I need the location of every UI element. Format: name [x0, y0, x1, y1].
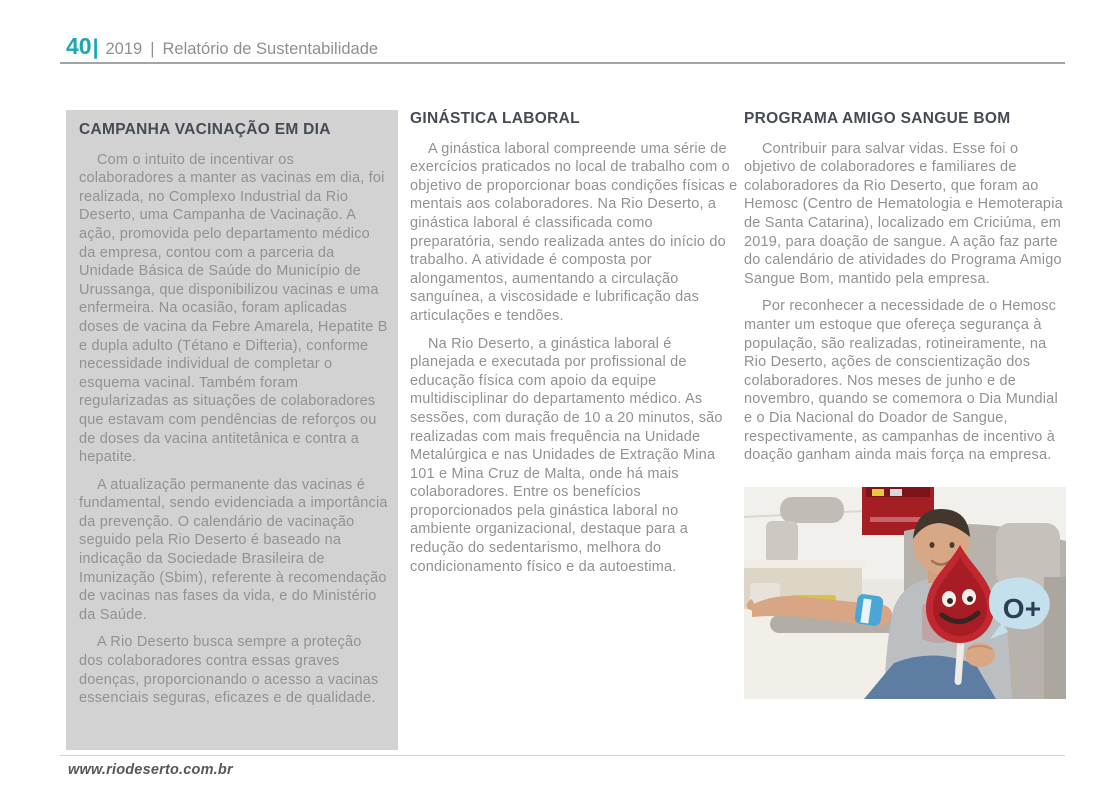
header-rule [60, 62, 1065, 64]
donor-hand-shape [965, 643, 995, 667]
paragraph: A Rio Deserto busca sempre a proteção dos colaboradores contra essas graves doenças, proporcionando o acesso a vacinas essenciais seguras, eficazes e de qualidade. [79, 634, 379, 707]
paragraph: Com o intuito de incentivar os colaboradores a manter as vacinas em dia, foi realizada, no Complexo Industrial da Rio Deserto, uma Campanha de Vacinação. A ação, promovida pelo departamento médico da empresa, contou com a parceria da Unidade Básica de Saúde do Município de Urussanga, que disponibilizou vacinas e uma enfermeira. Na ocasião, foram aplicadas doses de vacina da Febre Amarela, Hepatite B e dupla adulto (Tétano e Difteria), conforme necessidade individual de completar o esquema vacinal. Também foram regularizadas as situações de colaboradores que estavam com pendências de reforços ou de doses da vacina antitetânica e contra a hepatite. [79, 151, 388, 466]
paragraph: Contribuir para salvar vidas. Esse foi o objetivo de colaboradores e familiares de colaboradores da Rio Deserto, que foram ao Hemosc (Centro de Hematologia e Hemoterapia de Santa Catarina), localizado em Criciúma, em 2019, para doação de sangue. A ação faz parte do calendário de atividades do Programa Amigo Sangue Bom, mantido pela empresa. [744, 140, 1063, 287]
page-number: 40 [66, 33, 92, 59]
article-title-vacinacao: CAMPANHA VACINAÇÃO EM DIA [79, 121, 331, 138]
footer-website: www.riodeserto.com.br [68, 762, 233, 778]
report-title: Relatório de Sustentabilidade [162, 40, 379, 58]
header-accent-bar: | [92, 36, 99, 59]
paragraph: A ginástica laboral compreende uma série de exercícios praticados no local de trabalho com o objetivo de proporcionar boas condições físicas e mentais aos colaboradores. Na Rio Deserto, a ginástica laboral é classificada como preparatória, sendo realizada antes do início do trabalho. A atividade é composta por alongamentos, aumentando a circulação sanguínea, a viscosidade e lubrificação das articulações e tendões. [410, 140, 738, 324]
footer-rule [60, 755, 1065, 756]
paragraph: Na Rio Deserto, a ginástica laboral é planejada e executada por profissional de educação física com apoio da equipe multidisciplinar do departamento médico. As sessões, com duração de 10 a 20 minutos, são realizadas com mais frequência na Unidade Metalúrgica e nas Unidades de Extração Mina 101 e Mina Cruz de Malta, onde há mais colaboradores. Entre os benefícios proporcionados pela ginástica laboral no ambiente organizacional, destaque para a redução do sedentarismo, melhora do condicionamento físico e da autoestima. [410, 335, 723, 575]
paragraph: Por reconhecer a necessidade de o Hemosc manter um estoque que ofereça segurança à população, são realizadas, rotineiramente, na Rio Deserto, ações de conscientização dos colaboradores. Nos meses de junho e de novembro, quando se comemora o Dia Mundial e o Dia Nacional do Doador de Sangue, respectivamente, as campanhas de incentivo à doação ganham ainda mais força na empresa. [744, 298, 1058, 464]
article-title-ginastica: GINÁSTICA LABORAL [410, 110, 580, 127]
photo-blood-donation [744, 487, 1066, 699]
page-header [66, 33, 378, 60]
article-amigo-sangue-bom [744, 110, 1066, 699]
blood-type-text: O+ [1002, 592, 1042, 624]
report-year: 2019 [105, 40, 143, 58]
article-ginastica-laboral [410, 110, 738, 576]
paragraph: A atualização permanente das vacinas é fundamental, sendo evidenciada a importância da prevenção. O calendário de vacinação seguido pela Rio Deserto é baseado na indicação da Sociedade Brasileira de Imunização (Sbim), referente à recomendação de vacinas nas fases da vida, e do Ministério da Saúde. [79, 476, 388, 623]
article-campanha-vacinacao [66, 110, 398, 750]
article-title-sangue-bom: PROGRAMA AMIGO SANGUE BOM [744, 110, 1011, 127]
header-separator: | [150, 40, 155, 58]
